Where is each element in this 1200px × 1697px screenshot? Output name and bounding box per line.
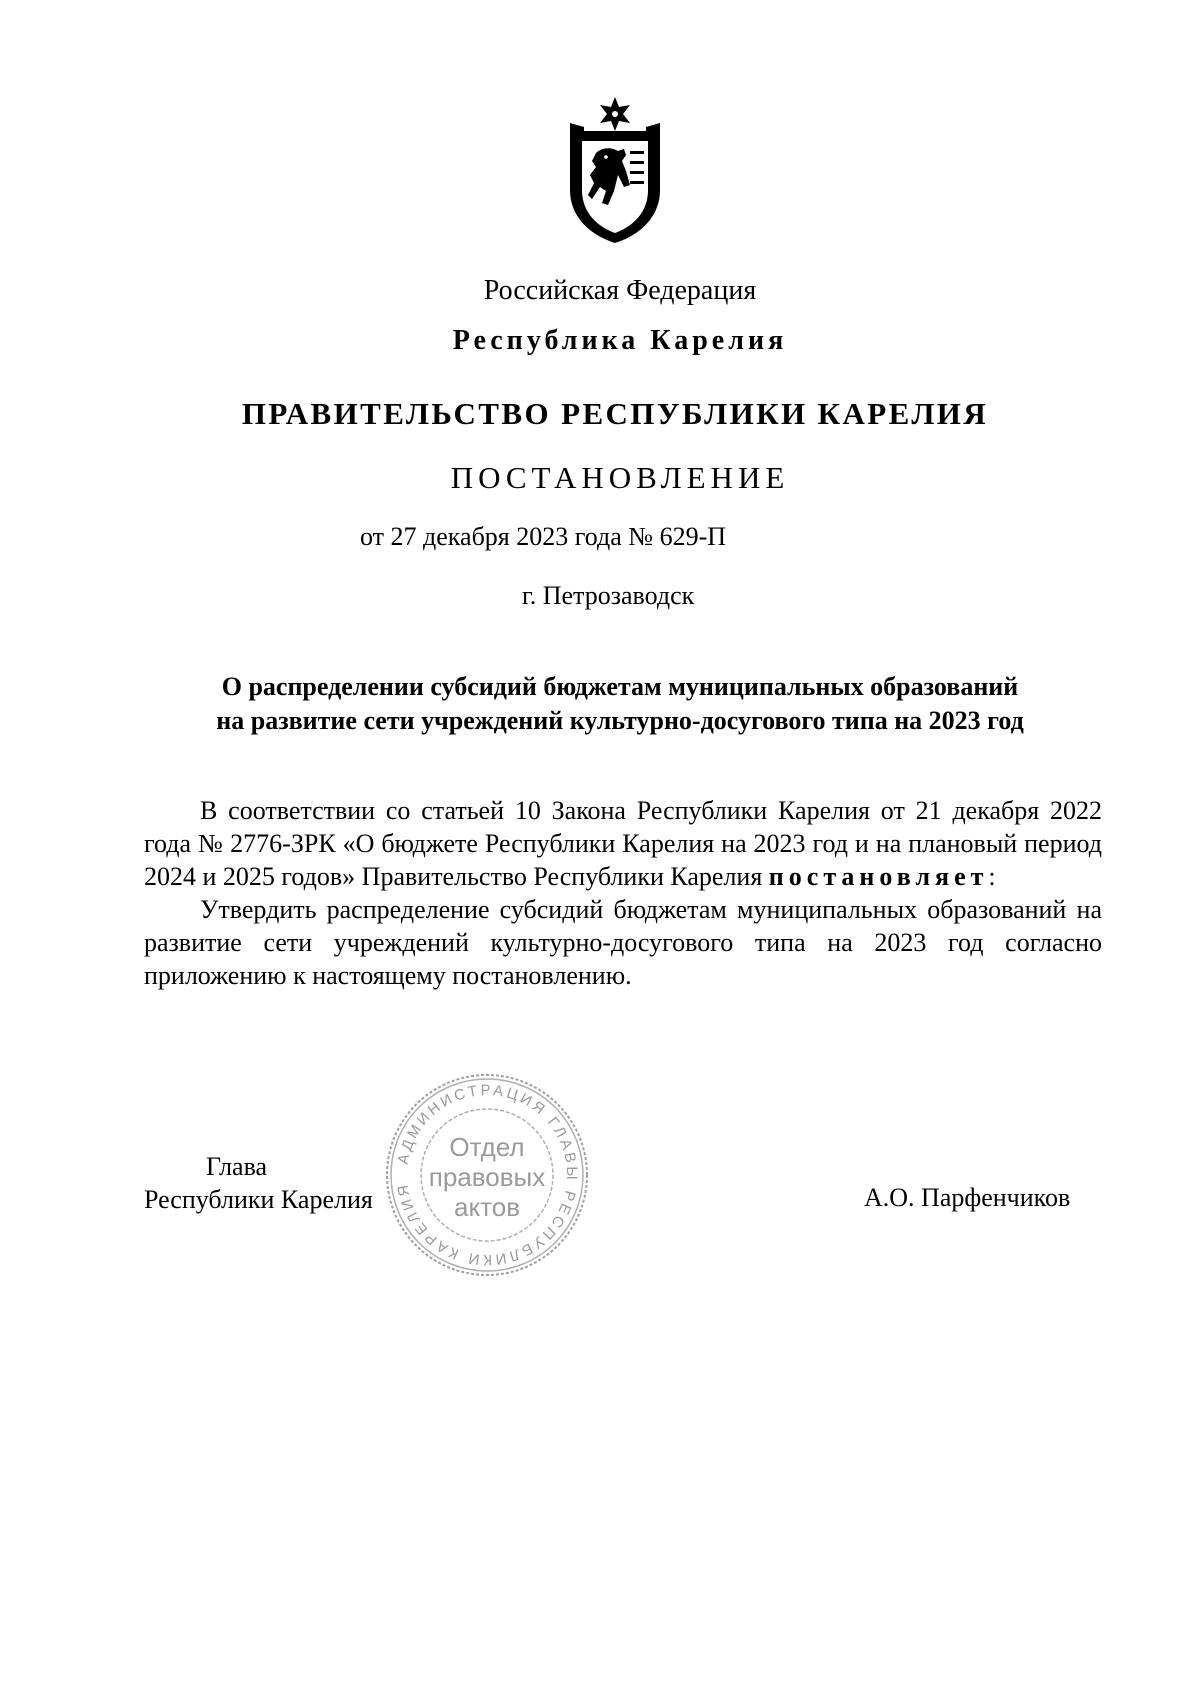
document-type: ПОСТАНОВЛЕНИЕ bbox=[450, 460, 790, 495]
country-name: Российская Федерация bbox=[483, 275, 757, 306]
resolves-word: постановляет bbox=[768, 862, 989, 891]
signatory-title-line: Республики Карелия bbox=[144, 1185, 373, 1214]
body-paragraph bbox=[144, 794, 1102, 893]
document-body bbox=[144, 794, 1102, 992]
republic-name: Республика Карелия bbox=[452, 325, 788, 356]
stamp-text-line: актов bbox=[453, 1192, 521, 1222]
document-date-number: от 27 декабря 2023 года № 629-П bbox=[360, 522, 727, 551]
resolves-punctuation: : bbox=[988, 862, 996, 891]
signatory-name: А.О. Парфенчиков bbox=[864, 1183, 1071, 1212]
document-city: г. Петрозаводск bbox=[522, 581, 695, 610]
document-title bbox=[140, 670, 1100, 738]
stamp-text-line: правовых bbox=[428, 1162, 546, 1192]
signatory-title-line: Глава bbox=[206, 1152, 268, 1181]
karelia-coat-of-arms-icon bbox=[560, 95, 670, 245]
signatory-title bbox=[144, 1150, 373, 1216]
stamp-text-line: Отдел bbox=[449, 1132, 525, 1162]
body-paragraph-text: В соответствии со статьей 10 Закона Республики Карелия от 21 декабря 2022 года № 2776-ЗРК «О бюджете Республики Карелия на 2023 год и на плановый период 2024 и 2025 годов» Правительство Республики Карелия bbox=[144, 796, 1102, 891]
body-paragraph-text: Утвердить распределение субсидий бюджетам муниципальных образований на развитие сети учреждений культурно-досугового типа на 2023 год согласно приложению к настоящему постановлению. bbox=[144, 895, 1102, 990]
government-name: ПРАВИТЕЛЬСТВО РЕСПУБЛИКИ КАРЕЛИЯ bbox=[241, 396, 989, 431]
official-stamp bbox=[382, 1070, 592, 1280]
body-paragraph bbox=[144, 893, 1102, 992]
document-title-line: на развитие сети учреждений культурно-досугового типа на 2023 год bbox=[216, 706, 1024, 735]
document-title-line: О распределении субсидий бюджетам муниципальных образований bbox=[221, 672, 1019, 701]
stamp-ring-text: АДМИНИСТРАЦИЯ ГЛАВЫ РЕСПУБЛИКИ КАРЕЛИЯ bbox=[394, 1081, 581, 1269]
